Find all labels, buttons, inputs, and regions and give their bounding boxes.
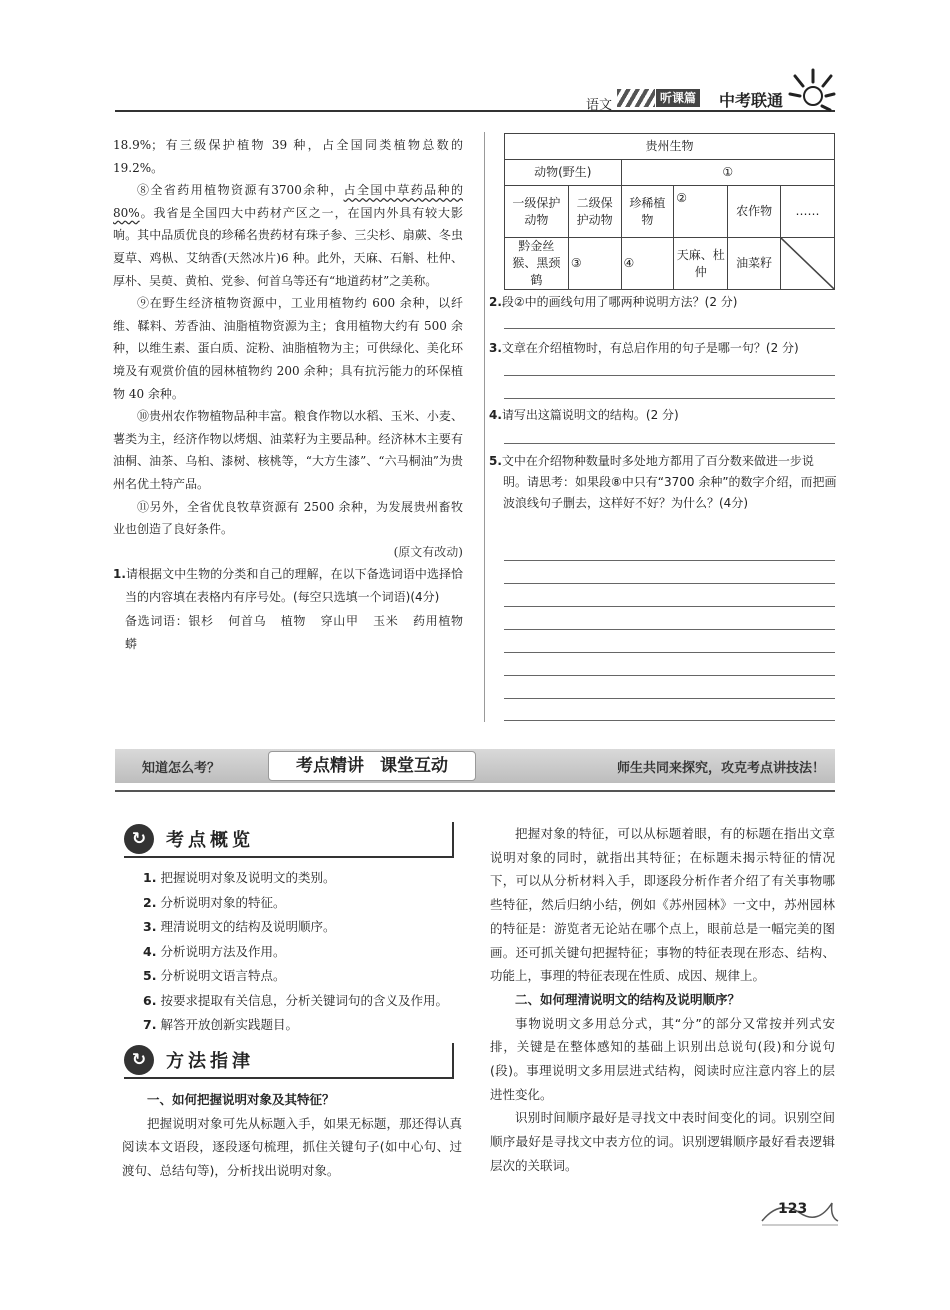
answer-line[interactable] <box>504 328 835 329</box>
item-number: 3. <box>143 919 157 934</box>
para-11: ⑪另外，全省优良牧草资源有 2500 余种，为发展贵州畜牧业也创造了良好条件。 <box>113 499 463 537</box>
para-9: ⑨在野生经济植物资源中，工业用植物约 600 余种，以纤维、鞣料、芳香油、油脂植物资源为主；食用植物大约有 500 余种，以维生素、蛋白质、淀粉、油脂植物为主；可供绿化、美化环境及有观赏价值的园林植物约 200 余种；具有抗污能力的环保植物 40 余种。 <box>113 296 463 401</box>
question-1-number: 1. <box>113 567 126 582</box>
banner-rule <box>115 790 835 792</box>
list-item <box>143 1013 448 1038</box>
answer-line[interactable] <box>504 606 835 607</box>
method-title: 方法指津 <box>166 1051 254 1072</box>
question-4 <box>489 405 839 426</box>
table-cell-blank-4: ④ <box>621 238 674 290</box>
item-number: 2. <box>143 894 157 910</box>
method-para-4: 识别时间顺序最好是寻找文中表时间变化的词。识别空间顺序最好是寻找文中表方位的词。识别逻辑顺序最好看表逻辑层次的关联词。 <box>490 1110 835 1173</box>
method-subheading-1: 一、如何把握说明对象及其特征？ <box>147 1092 335 1107</box>
answer-line[interactable] <box>504 443 835 444</box>
item-number: 1. <box>143 870 157 885</box>
table-cell-blank-3: ③ <box>568 238 621 290</box>
item-number: 6. <box>143 992 157 1008</box>
table-cell: 一级保护动物 <box>505 186 569 238</box>
table-cell: 珍稀植物 <box>621 186 674 238</box>
table-cell: 农作物 <box>728 186 781 238</box>
answer-line[interactable] <box>504 583 835 584</box>
heading-end-bar <box>452 1043 454 1077</box>
method-heading <box>124 1043 454 1079</box>
table-cell: 天麻、杜仲 <box>674 238 728 290</box>
answer-line[interactable] <box>504 720 835 721</box>
method-para-1: 把握说明对象可先从标题入手，如果无标题，那还得认真阅读本文语段，逐段逐句梳理，抓住关键句子(如中心句、过渡句、总结句等)，分析找出说明对象。 <box>122 1115 462 1179</box>
answer-line[interactable] <box>504 560 835 561</box>
header-brand: 中考联通 <box>719 91 784 110</box>
overview-list <box>143 866 448 1038</box>
item-text: 把握说明对象及说明文的类别。 <box>160 870 336 885</box>
question-number: 4. <box>489 408 502 422</box>
answer-line[interactable] <box>504 698 835 699</box>
list-item <box>143 866 448 891</box>
list-item <box>143 964 448 989</box>
answer-line[interactable] <box>504 675 835 676</box>
answer-line[interactable] <box>504 652 835 653</box>
list-item <box>143 915 448 940</box>
item-number: 7. <box>143 1017 157 1032</box>
item-text: 按要求提取有关信息，分析关键词句的含义及作用。 <box>160 992 448 1008</box>
question-text: 文中在介绍物种数量时多处地方都用了百分数来做进一步说明。请思考：如果段⑧中只有“3700 余种”的数字介绍，而把画波浪线句子删去，这样好不好？为什么？(4分) <box>501 454 837 510</box>
method-para-3: 事物说明文多用总分式，其“分”的部分又常按并列式安排，关键是在整体感知的基础上识别出总说句(段)和分说句(段)。事理说明文多用层进式结构，阅读时应注意内容上的层进性变化。 <box>490 1015 835 1102</box>
table-cell-blank-2: ② <box>674 186 728 238</box>
question-1-text: 请根据文中生物的分类和自己的理解，在以下备选词语中选择恰当的内容填在表格内有序号处。(每空只选填一个词语)(4分) <box>125 567 463 604</box>
para-8-part-a: ⑧全省药用植物资源有3700余种， <box>137 183 344 198</box>
left-passage <box>113 134 463 656</box>
arrow-circle-icon: ↻ <box>124 1045 154 1075</box>
question-number: 5. <box>489 454 502 468</box>
table-cell: 油菜籽 <box>728 238 781 290</box>
item-text: 分析说明方法及作用。 <box>160 943 286 959</box>
method-right-body <box>490 822 835 1178</box>
heading-end-bar <box>452 822 454 856</box>
table-cell-diagonal <box>780 238 834 290</box>
header-subject: 语文 <box>586 98 613 113</box>
item-text: 分析说明对象的特征。 <box>160 894 286 910</box>
answer-line[interactable] <box>504 375 835 376</box>
header-slash-decoration <box>617 89 655 107</box>
table-cell: 二级保护动物 <box>568 186 621 238</box>
question-2 <box>489 292 839 313</box>
para-continued: 18.9%；有三级保护植物 39 种，占全国同类植物总数的19.2%。 <box>113 138 463 175</box>
overview-title: 考点概览 <box>166 830 254 851</box>
item-text: 解答开放创新实践题目。 <box>160 1017 298 1032</box>
question-1 <box>113 563 463 655</box>
biology-table <box>504 133 835 290</box>
question-number: 2. <box>489 295 502 309</box>
item-text: 理清说明文的结构及说明顺序。 <box>160 919 336 934</box>
answer-line[interactable] <box>504 629 835 630</box>
list-item <box>143 891 448 916</box>
list-item <box>143 940 448 965</box>
question-number: 3. <box>489 341 502 355</box>
method-subheading-2: 二、如何理清说明文的结构及说明顺序？ <box>515 991 741 1007</box>
question-text: 请写出这篇说明文的结构。(2 分) <box>501 408 679 422</box>
banner-left-text: 知道怎么考？ <box>142 761 221 776</box>
candidate-words: 备选词语：银杉 何首乌 植物 穿山甲 玉米 药用植物 蟒 <box>125 614 463 652</box>
item-number: 5. <box>143 968 157 983</box>
page-number: 123 <box>778 1201 808 1217</box>
table-cell-blank-1: ① <box>621 160 834 186</box>
method-left-body <box>122 1088 462 1183</box>
method-para-2: 把握对象的特征，可以从标题着眼，有的标题在指出文章说明对象的同时，就指出其特征；在标题未揭示特征的情况下，可以从分析材料入手，即逐段分析作者介绍了有关事物哪些特征，然后归纳小结，例如《苏州园林》一文中，苏州园林的特征是：游览者无论站在哪个点上，眼前总是一幅完美的图画。还可抓关键句把握特征；事物的特征表现在形态、结构、功能上，事理的特征表现在性质、成因、规律上。 <box>490 826 835 984</box>
banner-right-text: 师生共同来探究，攻克考点讲技法！ <box>616 761 825 776</box>
banner-title: 考点精讲 课堂互动 <box>268 751 476 781</box>
question-5 <box>489 451 837 514</box>
arrow-circle-icon: ↻ <box>124 824 154 854</box>
source-note: (原文有改动) <box>393 544 463 559</box>
para-8 <box>113 179 463 292</box>
list-item <box>143 989 448 1014</box>
sun-logo-icon <box>786 66 836 112</box>
overview-heading <box>124 822 454 858</box>
item-number: 4. <box>143 943 157 959</box>
table-cell: …… <box>780 186 834 238</box>
column-divider <box>484 132 485 722</box>
question-text: 文章在介绍植物时，有总启作用的句子是哪一句？(2 分) <box>501 341 799 355</box>
table-cell: 黔金丝猴、黑颈鹤 <box>505 238 569 290</box>
para-10: ⑩贵州农作物植物品种丰富。粮食作物以水稻、玉米、小麦、薯类为主，经济作物以烤烟、油菜籽为主要品种。经济林木主要有油桐、油茶、乌桕、漆树、核桃等，“大方生漆”、“六马桐油”为贵州名优土特产品。 <box>113 409 463 491</box>
item-text: 分析说明文语言特点。 <box>160 968 286 983</box>
header-badge: 听课篇 <box>656 89 700 107</box>
answer-line[interactable] <box>504 398 835 399</box>
question-text: 段②中的画线句用了哪两种说明方法？(2 分) <box>501 295 738 309</box>
table-cell-animals: 动物(野生) <box>505 160 622 186</box>
question-3 <box>489 338 839 359</box>
para-8-wavy-sentence: 占全国中草药品种的80% <box>113 183 463 220</box>
diagonal-line-icon <box>781 238 834 289</box>
table-title: 贵州生物 <box>505 134 835 160</box>
para-8-part-b: 。我省是全国四大中药材产区之一，在国内外具有较大影响。其中品质优良的珍稀名贵药材有珠子参、三尖杉、扇蕨、冬虫夏草、鸡枞、艾纳香(天然冰片)6 种。此外，天麻、石斛、杜仲、厚朴、吴萸、黄柏、党参、何首乌等还有“地道药材”之美称。 <box>113 205 463 288</box>
